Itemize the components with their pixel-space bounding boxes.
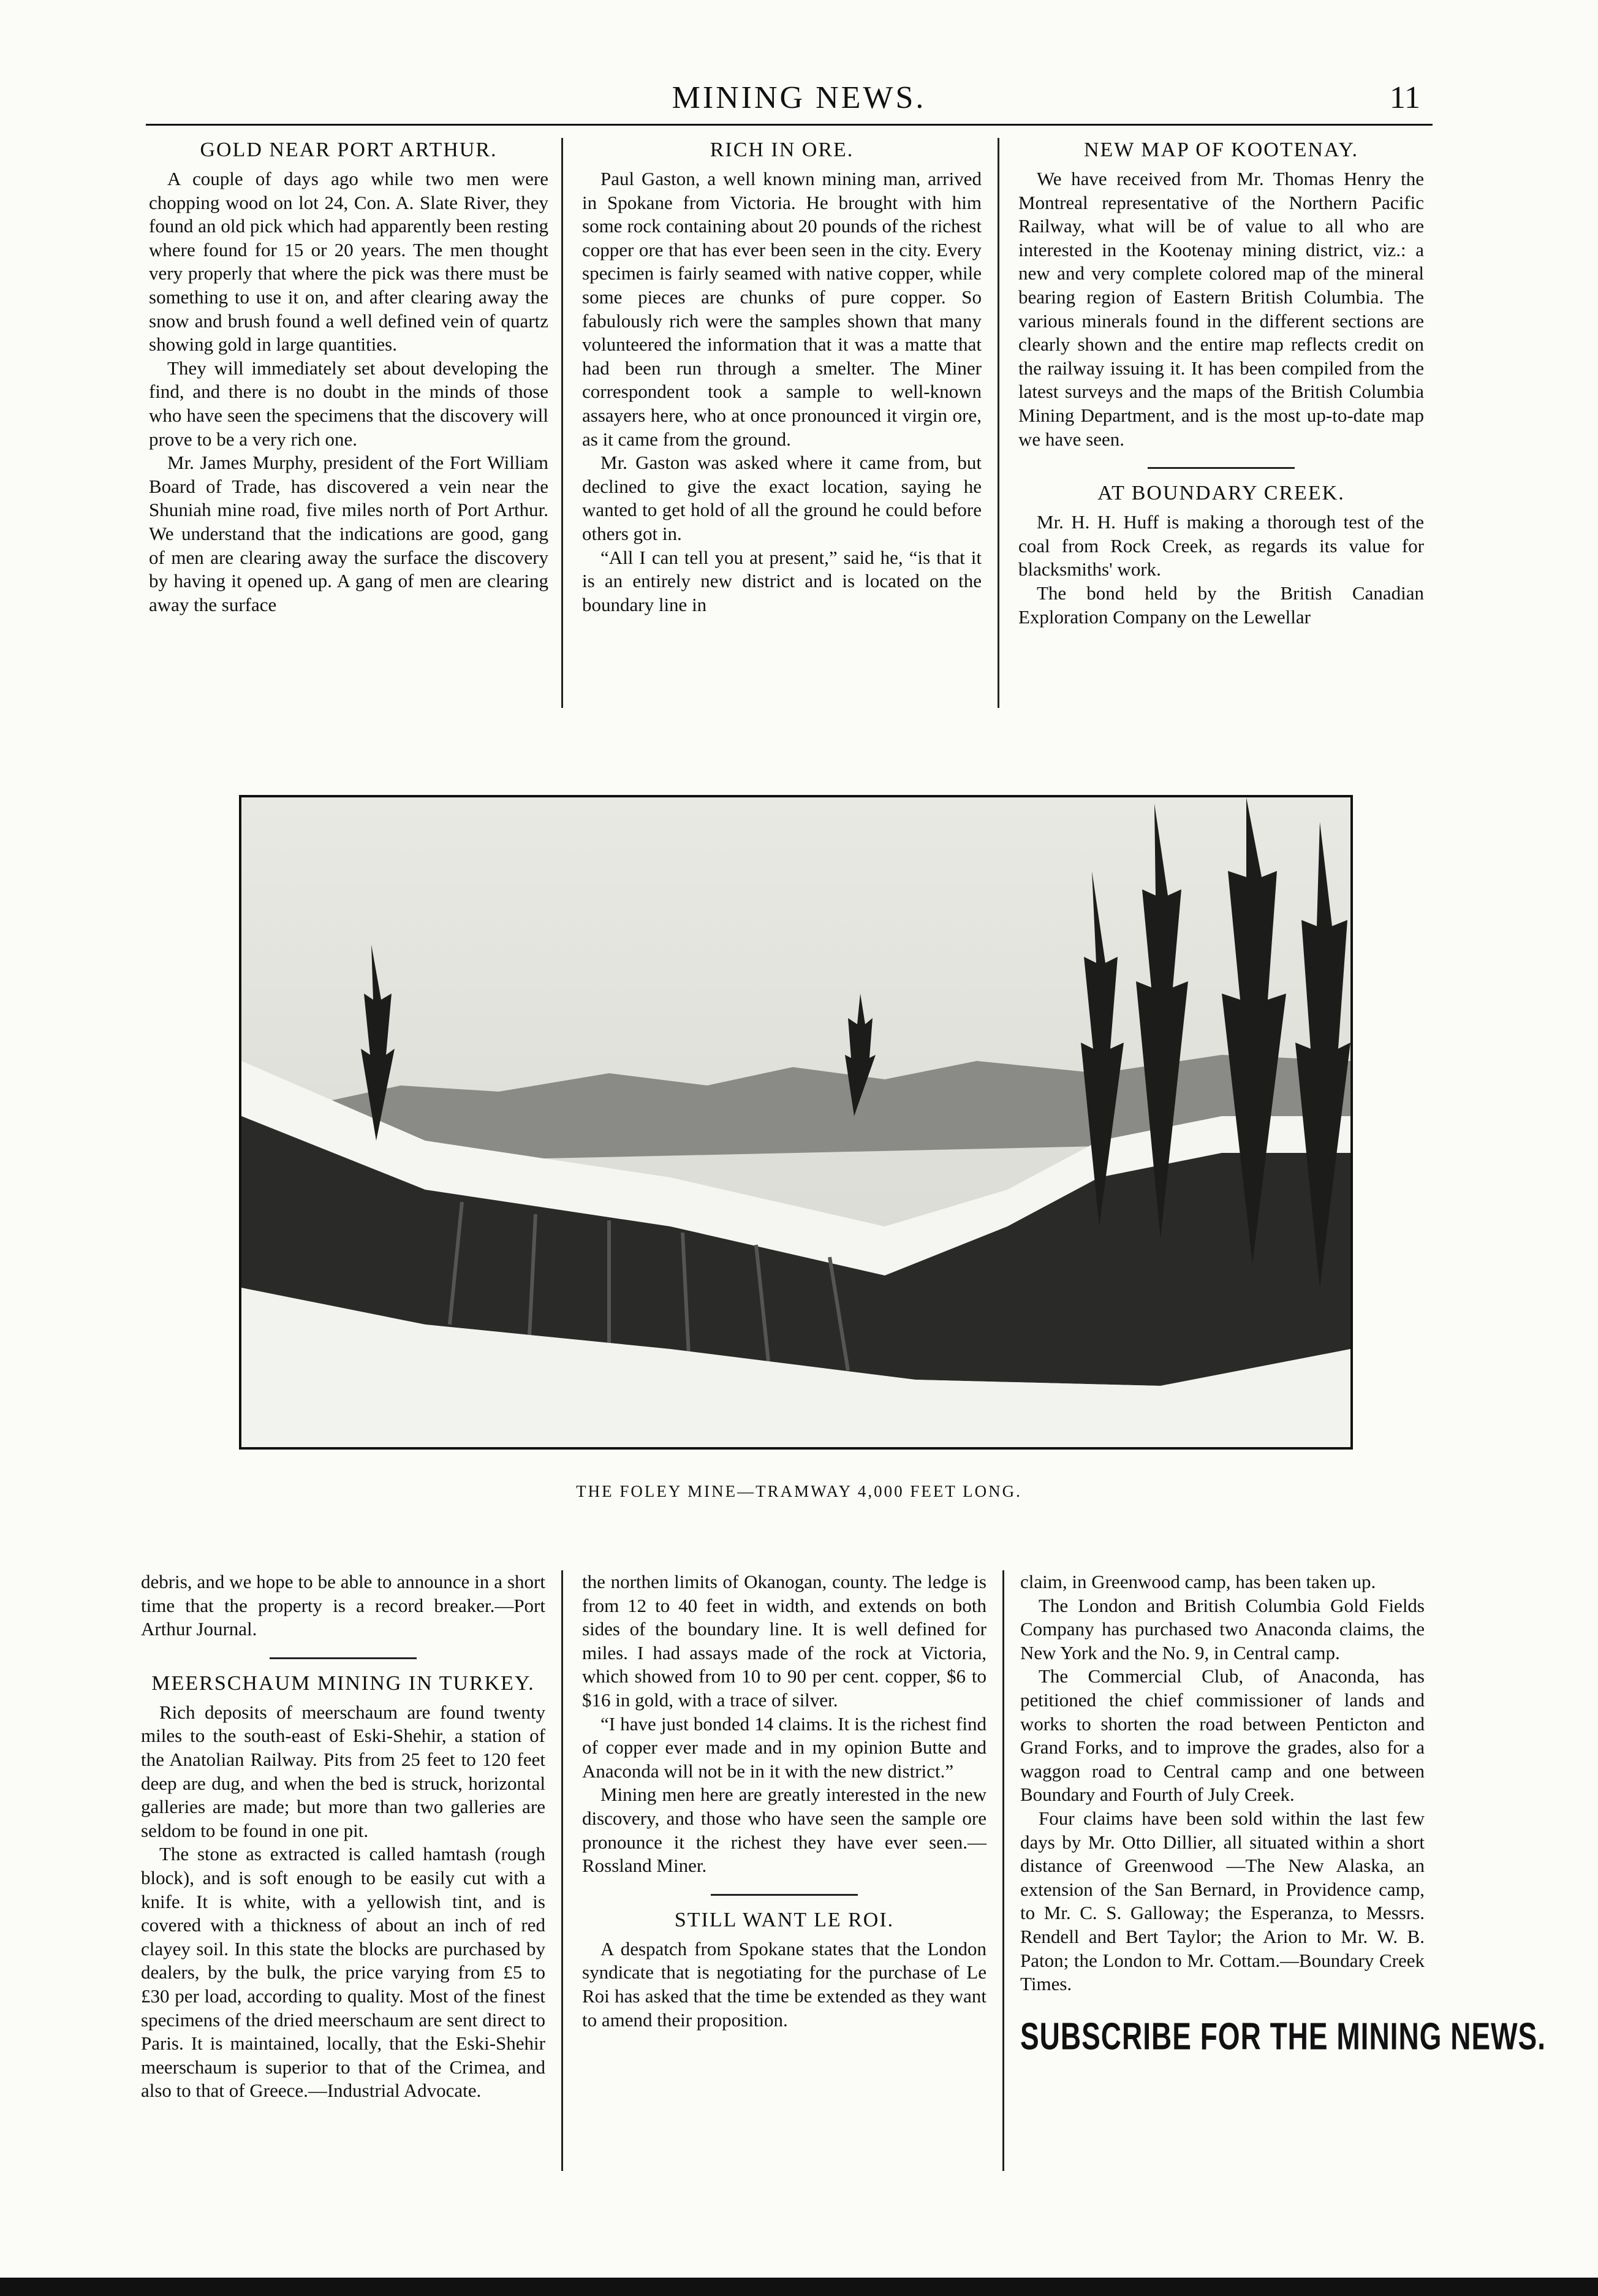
article-gold-near-port-arthur (149, 138, 548, 617)
paragraph: claim, in Greenwood camp, has been taken up. (1020, 1571, 1376, 1592)
scan-edge-band (0, 2278, 1598, 2296)
paragraph: debris, and we hope to be able to announce in a short time that the property is a record breaker.—Port Arthur Journal. (141, 1571, 545, 1640)
column-rule (998, 138, 999, 708)
section-separator (270, 1657, 417, 1659)
article-rich-in-ore-continued (582, 1570, 986, 2032)
photo-caption: THE FOLEY MINE—TRAMWAY 4,000 FEET LONG. (576, 1482, 1022, 1500)
article-boundary-creek-continued (1020, 1570, 1547, 2058)
paragraph: We have received from Mr. Thomas Henry the Montreal representative of the Northern Pacific Railway, what will be of value to all who are interested in the Kootenay mining district, viz.: a new and very complete colored map of the mineral bearing region of Eastern British Columbia. The various minerals found in the different sections are clearly shown and the entire map reflects credit on the railway issuing it. It has been compiled from the latest surveys and the maps of the British Columbia Mining Department, and is the most up-to-date map we have seen. (1018, 168, 1424, 450)
section-separator (1148, 467, 1295, 469)
paragraph: Mr. H. H. Huff is making a thorough test of the coal from Rock Creek, as regards its value for blacksmiths' work. (1018, 511, 1424, 580)
column-rule (561, 138, 563, 708)
subscribe-banner: SUBSCRIBE FOR THE MINING NEWS. (1020, 2014, 1547, 2058)
article-heading: AT BOUNDARY CREEK. (1097, 482, 1345, 505)
foley-mine-photograph (239, 795, 1353, 1450)
article-rich-in-ore (582, 138, 982, 617)
article-heading: GOLD NEAR PORT ARTHUR. (200, 139, 498, 161)
article-heading: RICH IN ORE. (710, 139, 854, 161)
paragraph: Mr. James Murphy, president of the Fort William Board of Trade, has discovered a vein near the Shuniah mine road, five miles north of Port Arthur. We understand that the indications are good, gang of men are clearing away the surface the discovery by having it opened up. A gang of men are clearing away the surface (149, 452, 548, 615)
article-heading: STILL WANT LE ROI. (674, 1908, 895, 1931)
paragraph: Rich deposits of meerschaum are found twenty miles to the south-east of Eski-Shehir, a station of the Anatolian Railway. Pits from 25 feet to 120 feet deep are dug, and when the bed is struck, horizontal galleries are made; but more than two galleries are seldom to be found in one pit. (141, 1701, 545, 1841)
section-separator (711, 1894, 858, 1896)
paragraph: The bond held by the British Canadian Exploration Company on the Lewellar (1018, 582, 1424, 628)
paragraph: Mr. Gaston was asked where it came from, but declined to give the exact location, saying he wanted to get hold of all the ground he could before others got in. (582, 452, 982, 544)
column-rule (1002, 1570, 1004, 2171)
article-heading: NEW MAP OF KOOTENAY. (1083, 139, 1359, 161)
article-meerschaum-mining (141, 1570, 545, 2103)
page-number: 11 (1389, 80, 1420, 115)
paragraph: the northen limits of Okanogan, county. The ledge is from 12 to 40 feet in width, and extends on both sides of the boundary line. It is well defined for miles. I had assays made of the rock at Victoria, which showed from 10 to 90 per cent. copper, $6 to $16 in gold, with a trace of silver. (582, 1571, 986, 1711)
paragraph: A couple of days ago while two men were chopping wood on lot 24, Con. A. Slate River, they found an old pick which had apparently been resting where found for 15 or 20 years. The men thought very properly that where the pick was there must be something to use it on, and after clearing away the snow and brush found a well defined vein of quartz showing gold in large quantities. (149, 168, 548, 355)
paragraph: Paul Gaston, a well known mining man, arrived in Spokane from Victoria. He brought with him some rock containing about 20 pounds of the richest copper ore that has ever been seen in the city. Every specimen is fairly seamed with native copper, while some pieces are chunks of pure copper. So fabulously rich were the samples shown that many volunteered the information that it was a matte that had been run through a smelter. The Miner correspondent took a sample to well-known assayers here, who at once pronounced it virgin ore, as it came from the ground. (582, 168, 982, 450)
column-rule (561, 1570, 563, 2171)
article-new-map-of-kootenay (1018, 138, 1424, 629)
article-heading: MEERSCHAUM MINING IN TURKEY. (151, 1671, 535, 1695)
paragraph: The stone as extracted is called hamtash (rough block), and is soft enough to be easily cut with a knife. It is white, with a yellowish tint, and is covered with a thickness of about an inch of red clayey soil. In this state the blocks are purchased by dealers, by the bulk, the price varying from £5 to £30 per load, according to quality. Most of the finest specimens of the dried meerschaum are sent direct to Paris. It is maintained, locally, that the Eski-Shehir meerschaum is superior to that of the Crimea, and also to that of Greece.—Industrial Advocate. (141, 1843, 545, 2102)
paragraph: “I have just bonded 14 claims. It is the richest find of copper ever made and in my opinion Butte and Anaconda will not be in it with the new district.” (582, 1712, 986, 1782)
paragraph: The Commercial Club, of Anaconda, has petitioned the chief commissioner of lands and works to shorten the road between Penticton and Grand Forks, and to improve the grades, also for a waggon road to Central camp and one between Boundary and Fourth of July Creek. (1020, 1665, 1425, 1806)
header-rule (146, 124, 1433, 126)
paragraph: “All I can tell you at present,” said he, “is that it is an entirely new district and is located on the boundary line in (582, 546, 982, 615)
paragraph: They will immediately set about developing the find, and there is no doubt in the minds of those who have seen the specimens that the discovery will prove to be a very rich one. (149, 357, 548, 450)
paragraph: A despatch from Spokane states that the London syndicate that is negotiating for the purchase of Le Roi has asked that the time be extended as they want to amend their proposition. (582, 1937, 986, 2031)
paragraph: Four claims have been sold within the last few days by Mr. Otto Dillier, all situated within a short distance of Greenwood —The New Alaska, an extension of the San Bernard, in Providence camp, to Mr. C. S. Galloway; the Esperanza, to Messrs. Rendell and Bert Taylor; the Arion to Mr. W. B. Paton; the London to Mr. Cottam.—Boundary Creek Times. (1020, 1807, 1425, 1995)
paragraph: The London and British Columbia Gold Fields Company has purchased two Anaconda claims, the New York and the No. 9, in Central camp. (1020, 1594, 1425, 1663)
paragraph: Mining men here are greatly interested in the new discovery, and those who have seen the sample ore pronounce it the richest they have ever seen.—Rossland Miner. (582, 1784, 986, 1877)
masthead-title: MINING NEWS. (672, 80, 926, 115)
